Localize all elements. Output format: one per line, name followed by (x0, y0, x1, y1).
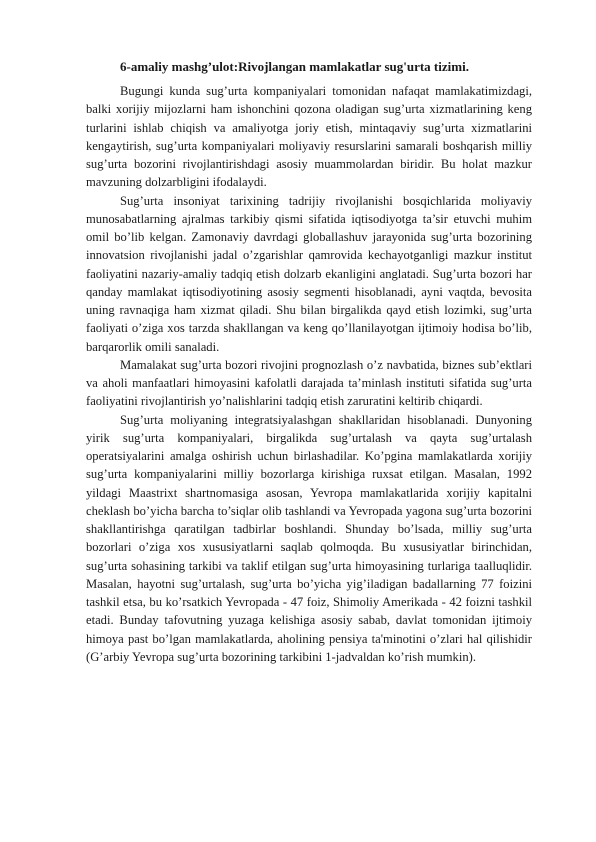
paragraph-2: Sug’urta insoniyat tarixining tadrijiy rivojlanishi bosqichlarida moliyaviy munosabatlarning ajralmas tarkibiy qismi sifatida iqtisodiyotga ta’sir etuvchi muhim omil bo’lib kelgan. Zamonaviy davrdagi globallashuv jarayonida sug’urta bozorining innovatsion rivojlanishi jadal o’zgarishlar qamrovida kechayotganligi mazkur institut faoliyatini nazariy-amaliy tadqiq etish dolzarb ekanligini anglatadi. Sug’urta bozori har qanday mamlakat iqtisodiyotining asosiy segmenti hisoblanadi, ayni vaqtda, bevosita uning ravnaqiga ham xizmat qiladi. Shu bilan birgalikda qayd etish lozimki, sug’urta faoliyati o’ziga xos tarzda shakllangan va keng qo’llanilayotgan ijtimoiy hodisa bo’lib, barqarorlik omili sanaladi. (86, 193, 532, 354)
paragraph-3: Mamalakat sug’urta bozori rivojini prognozlash o’z navbatida, biznes sub’ektlari va aholi manfaatlari himoyasini kafolatli darajada ta’minlash instituti sifatida sug’urta faoliyatini rivojlantirish yo’nalishlarini tadqiq etish zaruratini keltirib chiqardi. (86, 357, 532, 409)
paragraph-1: Bugungi kunda sug’urta kompaniyalari tomonidan nafaqat mamlakatimizdagi, balki xorijiy mijozlarni ham ishonchini qozona oladigan sug’urta xizmatlarining keng turlarini ishlab chiqish va amaliyotga joriy etish, mintaqaviy sug’urta xizmatlarini kengaytirish, sug’urta kompaniyalari moliyaviy resurslarini samarali boshqarish milliy sug’urta bozorini rivojlantirishdagi asosiy muammolardan biridir. Bu holat mazkur mavzuning dolzarbligini ifodalaydi. (86, 84, 532, 190)
paragraph-4: Sug’urta moliyaning integratsiyalashgan shakllaridan hisoblanadi. Dunyoning yirik sug’urta kompaniyalari, birgalikda sug’urtalash va qayta sug’urtalash operatsiyalarini amalga oshirish uchun birlashadilar. Ko’pgina mamlakatlarda xorijiy sug’urta kompaniyalarini milliy bozorlarga kirishiga ruxsat etilgan. Masalan, 1992 yildagi Maastrixt shartnomasiga asosan, Yevropa mamlakatlarida xorijiy kapitalni cheklash bo’yicha barcha to’siqlar olib tashlandi va Yevropada yagona sug’urta bozorini shakllantirishga qaratilgan tadbirlar boshlandi. Shunday bo’lsada, milliy sug’urta bozorlari o’ziga xos xususiyatlarni saqlab qolmoqda. Bu xususiyatlar birinchidan, sug’urta sohasining tarkibi va taklif etilgan sug’urta himoyasining turlariga taalluqlidir. Masalan, hayotni sug’urtalash, sug’urta bo’yicha yig’iladigan badallarning 77 foizini tashkil etsa, bu ko’rsatkich Yevropada - 47 foiz, Shimoliy Amerikada - 42 foizni tashkil etadi. Bunday tafovutning yuzaga kelishiga asosiy sabab, davlat tomonidan ijtimoiy himoya past bo’lgan mamlakatlarda, aholining pensiya ta'minotini o’zlari hal qilishidir (G’arbiy Yevropa sug’urta bozorining tarkibini 1-jadvaldan ko’rish mumkin). (86, 412, 532, 664)
document-title: 6-amaliy mashg’ulot:Rivojlangan mamlakatlar sug'urta tizimi. (120, 59, 469, 74)
document-page (86, 56, 532, 666)
